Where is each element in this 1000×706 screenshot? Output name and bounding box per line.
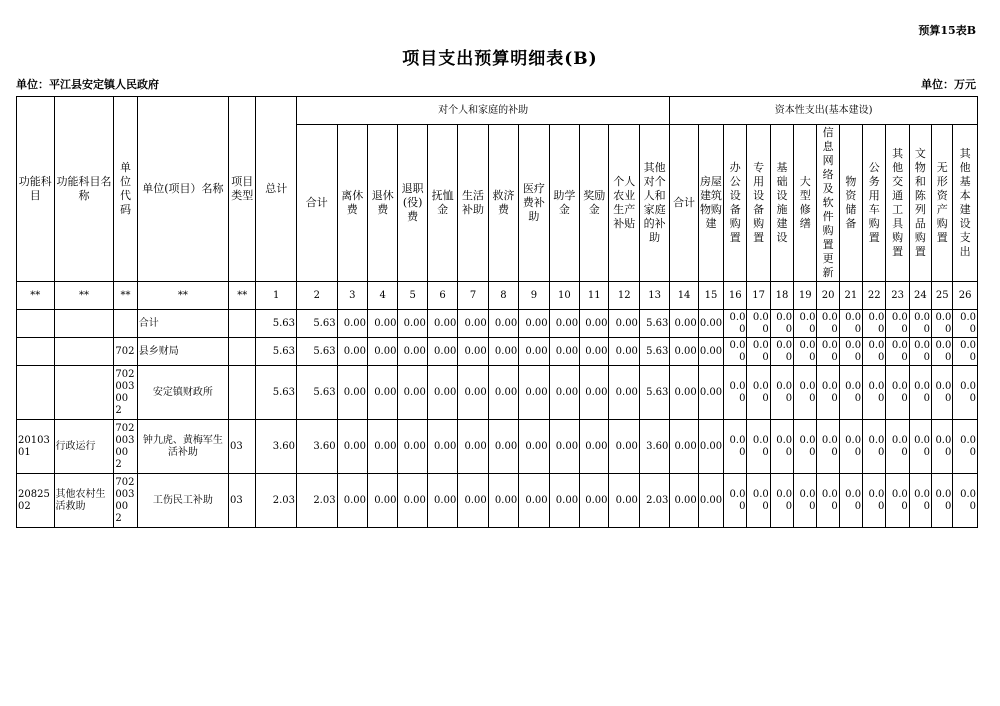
cell-value: 0.00 (770, 366, 793, 420)
cell-value: 2.03 (639, 474, 669, 528)
col-number: 1 (256, 282, 297, 310)
col-number: 11 (580, 282, 609, 310)
cell-value: 0.00 (670, 310, 698, 338)
table-row (17, 338, 978, 366)
cell-value: 0.00 (863, 366, 886, 420)
col-sub-9: 助学金 (549, 125, 579, 282)
cell-value: 0.00 (839, 310, 862, 338)
col-sub-5: 抚恤金 (427, 125, 457, 282)
cell-value: 0.00 (747, 366, 770, 420)
cell-value: 0.00 (953, 366, 978, 420)
cell-value: 0.00 (909, 338, 931, 366)
cell-value: 0.00 (863, 474, 886, 528)
cell-value: 0.00 (886, 420, 909, 474)
cell-value: 2.03 (256, 474, 297, 528)
col-sub-12: 其他对个人和家庭的补助 (639, 125, 669, 282)
cell-value: 0.00 (580, 366, 609, 420)
cell-value: 0.00 (747, 474, 770, 528)
cell-value: 0.00 (724, 366, 747, 420)
cell-value: 0.00 (794, 366, 817, 420)
col-number: 26 (953, 282, 978, 310)
col-sub-21: 公务用车购置 (863, 125, 886, 282)
col-sub-11: 个人农业生产补贴 (609, 125, 639, 282)
header-row-1 (17, 97, 978, 125)
col-number: 15 (698, 282, 723, 310)
cell-func-name: 行政运行 (54, 420, 114, 474)
col-unit-code: 单位代码 (114, 97, 137, 282)
cell-func-name (54, 310, 114, 338)
cell-value: 0.00 (886, 366, 909, 420)
col-sub-13: 合计 (670, 125, 698, 282)
cell-value: 3.60 (256, 420, 297, 474)
cell-value: 0.00 (519, 474, 549, 528)
cell-value: 0.00 (670, 420, 698, 474)
cell-value: 2.03 (297, 474, 338, 528)
cell-value: 0.00 (398, 310, 427, 338)
cell-value: 0.00 (698, 474, 723, 528)
cell-value: 0.00 (609, 338, 639, 366)
cell-value: 0.00 (932, 420, 953, 474)
cell-value: 0.00 (747, 420, 770, 474)
col-number: 22 (863, 282, 886, 310)
cell-value: 0.00 (549, 420, 579, 474)
cell-value: 0.00 (337, 310, 367, 338)
cell-value: 0.00 (488, 366, 518, 420)
cell-value: 0.00 (747, 310, 770, 338)
col-number: ** (17, 282, 55, 310)
cell-value: 0.00 (698, 366, 723, 420)
cell-proj-type (229, 310, 256, 338)
col-number: 5 (398, 282, 427, 310)
cell-value: 0.00 (698, 420, 723, 474)
cell-value: 0.00 (886, 338, 909, 366)
cell-func-code: 2082502 (17, 474, 55, 528)
col-func-code: 功能科目 (17, 97, 55, 282)
table-row (17, 310, 978, 338)
table-code: 预算15表B (918, 24, 976, 37)
cell-value: 0.00 (817, 338, 839, 366)
cell-value: 0.00 (932, 310, 953, 338)
cell-value: 0.00 (747, 338, 770, 366)
group-personal: 对个人和家庭的补助 (297, 97, 670, 125)
col-number: 6 (427, 282, 457, 310)
cell-value: 0.00 (549, 338, 579, 366)
cell-proj-type (229, 366, 256, 420)
cell-value: 0.00 (337, 420, 367, 474)
col-number: 18 (770, 282, 793, 310)
col-number: 9 (519, 282, 549, 310)
cell-func-name (54, 366, 114, 420)
col-sub-14: 房屋建筑物购建 (698, 125, 723, 282)
cell-unit-code: 70200300 2 (114, 420, 137, 474)
col-number: 3 (337, 282, 367, 310)
cell-value: 5.63 (256, 366, 297, 420)
col-number: 2 (297, 282, 338, 310)
cell-value: 0.00 (427, 420, 457, 474)
cell-value: 0.00 (670, 338, 698, 366)
col-sub-15: 办公设备购置 (724, 125, 747, 282)
cell-value: 0.00 (698, 310, 723, 338)
cell-value: 0.00 (488, 310, 518, 338)
cell-value: 0.00 (337, 338, 367, 366)
col-number: ** (54, 282, 114, 310)
cell-value: 0.00 (609, 420, 639, 474)
col-number: 10 (549, 282, 579, 310)
cell-value: 0.00 (337, 474, 367, 528)
cell-unit-code: 702 (114, 338, 137, 366)
numbering-row (17, 282, 978, 310)
cell-value: 0.00 (886, 474, 909, 528)
cell-value: 0.00 (794, 338, 817, 366)
cell-value: 3.60 (639, 420, 669, 474)
cell-unit-name: 安定镇财政所 (137, 366, 228, 420)
cell-value: 0.00 (427, 474, 457, 528)
cell-value: 0.00 (863, 420, 886, 474)
cell-value: 0.00 (549, 310, 579, 338)
cell-value: 0.00 (368, 338, 398, 366)
cell-value: 0.00 (724, 310, 747, 338)
cell-value: 0.00 (398, 474, 427, 528)
col-sub-22: 其他交通工具购置 (886, 125, 909, 282)
cell-value: 0.00 (817, 310, 839, 338)
table-row (17, 420, 978, 474)
cell-func-code (17, 338, 55, 366)
cell-func-code: 2010301 (17, 420, 55, 474)
cell-value: 0.00 (609, 310, 639, 338)
cell-value: 0.00 (427, 338, 457, 366)
cell-unit-code: 70200300 2 (114, 474, 137, 528)
currency-unit-label: 单位：万元 (921, 78, 976, 91)
col-proj-type: 项目类型 (229, 97, 256, 282)
cell-unit-code (114, 310, 137, 338)
cell-value: 0.00 (794, 474, 817, 528)
col-number: 17 (747, 282, 770, 310)
col-number: 4 (368, 282, 398, 310)
table-row (17, 474, 978, 528)
cell-value: 0.00 (519, 310, 549, 338)
cell-value: 0.00 (368, 474, 398, 528)
col-sub-20: 物资储备 (839, 125, 862, 282)
cell-value: 0.00 (519, 420, 549, 474)
cell-value: 0.00 (909, 366, 931, 420)
cell-value: 0.00 (817, 420, 839, 474)
cell-value: 0.00 (368, 366, 398, 420)
cell-value: 0.00 (488, 420, 518, 474)
col-number: 8 (488, 282, 518, 310)
cell-value: 0.00 (549, 474, 579, 528)
col-number: 16 (724, 282, 747, 310)
cell-func-name: 其他农村生活救助 (54, 474, 114, 528)
cell-value: 0.00 (580, 310, 609, 338)
cell-value: 0.00 (580, 474, 609, 528)
cell-value: 0.00 (368, 310, 398, 338)
cell-value: 0.00 (886, 310, 909, 338)
cell-value: 0.00 (519, 366, 549, 420)
col-func-name: 功能科目名称 (54, 97, 114, 282)
cell-value: 0.00 (724, 474, 747, 528)
cell-value: 5.63 (297, 366, 338, 420)
cell-unit-name: 钟九虎、黄梅军生活补助 (137, 420, 228, 474)
cell-value: 0.00 (953, 338, 978, 366)
cell-value: 0.00 (724, 420, 747, 474)
cell-value: 5.63 (256, 338, 297, 366)
cell-unit-name: 工伤民工补助 (137, 474, 228, 528)
col-sub-4: 退职(役)费 (398, 125, 427, 282)
cell-value: 0.00 (953, 420, 978, 474)
cell-value: 0.00 (398, 338, 427, 366)
col-sub-7: 救济费 (488, 125, 518, 282)
cell-value: 0.00 (549, 366, 579, 420)
unit-label: 单位：平江县安定镇人民政府 (16, 78, 159, 91)
cell-value: 0.00 (839, 338, 862, 366)
cell-value: 5.63 (639, 366, 669, 420)
cell-value: 0.00 (458, 338, 488, 366)
cell-func-name (54, 338, 114, 366)
col-sub-17: 基础设施建设 (770, 125, 793, 282)
cell-value: 0.00 (770, 310, 793, 338)
cell-unit-code: 70200300 2 (114, 366, 137, 420)
cell-value: 0.00 (337, 366, 367, 420)
cell-value: 0.00 (368, 420, 398, 474)
cell-value: 5.63 (639, 310, 669, 338)
col-number: 12 (609, 282, 639, 310)
col-number: 19 (794, 282, 817, 310)
cell-value: 0.00 (909, 474, 931, 528)
cell-proj-type (229, 338, 256, 366)
cell-value: 0.00 (794, 420, 817, 474)
cell-value: 0.00 (909, 420, 931, 474)
cell-func-code (17, 310, 55, 338)
cell-value: 0.00 (488, 474, 518, 528)
col-number: 13 (639, 282, 669, 310)
cell-func-code (17, 366, 55, 420)
cell-value: 0.00 (839, 474, 862, 528)
col-sub-1: 合计 (297, 125, 338, 282)
cell-value: 0.00 (817, 474, 839, 528)
cell-value: 0.00 (794, 310, 817, 338)
page-title: 项目支出预算明细表(B) (402, 49, 598, 69)
cell-value: 0.00 (724, 338, 747, 366)
cell-value: 0.00 (932, 474, 953, 528)
cell-value: 5.63 (256, 310, 297, 338)
cell-value: 0.00 (817, 366, 839, 420)
col-number: 14 (670, 282, 698, 310)
col-sub-8: 医疗费补助 (519, 125, 549, 282)
cell-value: 0.00 (519, 338, 549, 366)
cell-value: 0.00 (398, 366, 427, 420)
col-number: ** (114, 282, 137, 310)
cell-value: 0.00 (427, 366, 457, 420)
col-number: 23 (886, 282, 909, 310)
col-number: 25 (932, 282, 953, 310)
col-sub-25: 其他基本建设支出 (953, 125, 978, 282)
cell-proj-type: 03 (229, 420, 256, 474)
col-number: ** (229, 282, 256, 310)
cell-value: 0.00 (458, 310, 488, 338)
cell-value: 0.00 (953, 474, 978, 528)
col-sub-18: 大型修缮 (794, 125, 817, 282)
cell-value: 0.00 (670, 366, 698, 420)
col-sub-3: 退休费 (368, 125, 398, 282)
cell-value: 0.00 (488, 338, 518, 366)
col-sub-10: 奖励金 (580, 125, 609, 282)
cell-value: 0.00 (398, 420, 427, 474)
cell-value: 0.00 (609, 366, 639, 420)
cell-value: 5.63 (639, 338, 669, 366)
col-sub-24: 无形资产购置 (932, 125, 953, 282)
cell-value: 0.00 (580, 420, 609, 474)
cell-value: 0.00 (458, 474, 488, 528)
cell-value: 0.00 (458, 420, 488, 474)
cell-value: 0.00 (863, 310, 886, 338)
col-sub-16: 专用设备购置 (747, 125, 770, 282)
cell-value: 0.00 (932, 338, 953, 366)
cell-value: 0.00 (698, 338, 723, 366)
cell-proj-type: 03 (229, 474, 256, 528)
cell-value: 0.00 (770, 420, 793, 474)
col-number: 7 (458, 282, 488, 310)
cell-value: 0.00 (609, 474, 639, 528)
col-sub-19: 信息网络及软件购置更新 (817, 125, 839, 282)
table-row (17, 366, 978, 420)
col-unit-name: 单位(项目）名称 (137, 97, 228, 282)
cell-value: 0.00 (580, 338, 609, 366)
cell-value: 3.60 (297, 420, 338, 474)
col-number: ** (137, 282, 228, 310)
cell-value: 0.00 (458, 366, 488, 420)
cell-value: 0.00 (932, 366, 953, 420)
cell-value: 0.00 (427, 310, 457, 338)
col-sub-2: 离休费 (337, 125, 367, 282)
cell-value: 0.00 (770, 474, 793, 528)
cell-value: 0.00 (863, 338, 886, 366)
cell-value: 0.00 (839, 420, 862, 474)
cell-unit-name: 合计 (137, 310, 228, 338)
col-sub-6: 生活补助 (458, 125, 488, 282)
group-capital: 资本性支出(基本建设) (670, 97, 978, 125)
col-number: 21 (839, 282, 862, 310)
cell-value: 0.00 (839, 366, 862, 420)
cell-value: 0.00 (953, 310, 978, 338)
budget-table (16, 96, 978, 528)
cell-value: 0.00 (909, 310, 931, 338)
cell-value: 5.63 (297, 338, 338, 366)
col-number: 24 (909, 282, 931, 310)
cell-value: 0.00 (770, 338, 793, 366)
cell-value: 5.63 (297, 310, 338, 338)
col-sub-23: 文物和陈列品购置 (909, 125, 931, 282)
col-number: 20 (817, 282, 839, 310)
col-total: 总计 (256, 97, 297, 282)
cell-value: 0.00 (670, 474, 698, 528)
cell-unit-name: 县乡财局 (137, 338, 228, 366)
